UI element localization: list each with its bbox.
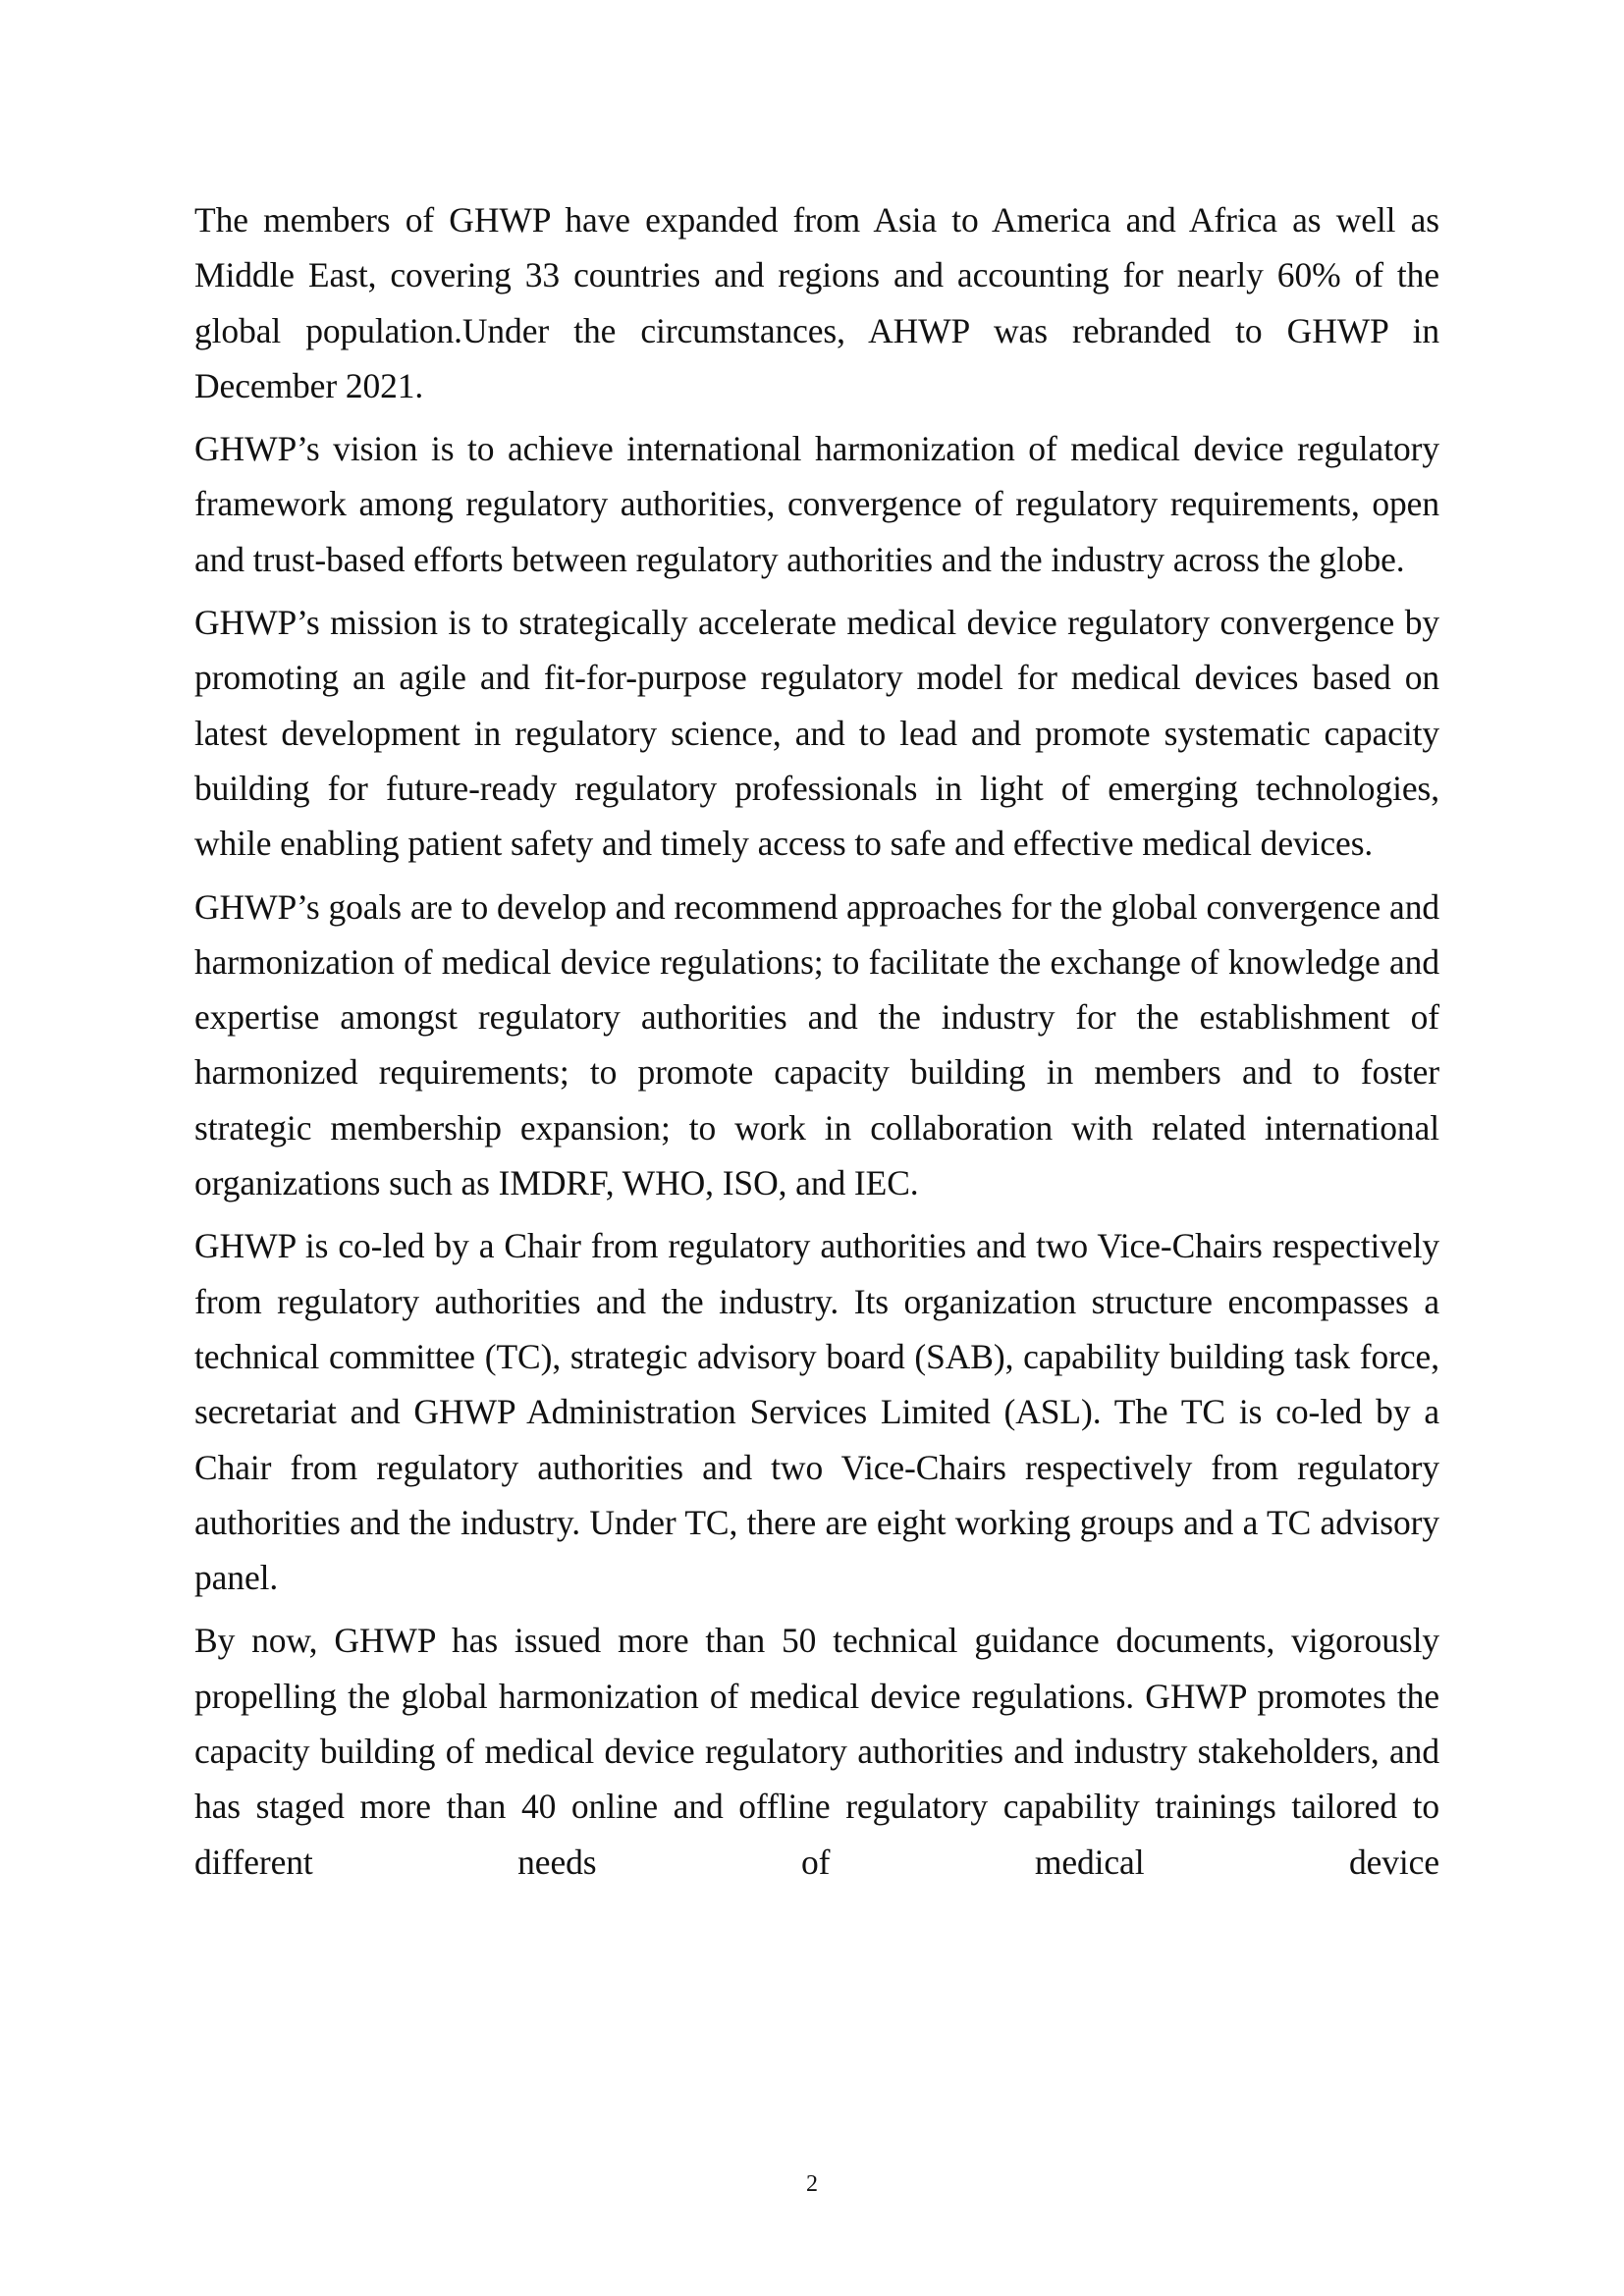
paragraph-mission: GHWP’s mission is to strategically accelerate medical device regulatory convergence by promoting an agile and fit-for-purpose regulatory model for medical devices based on latest development in regulatory science, and to lead and promote systematic capacity building for future-ready regulatory professionals in light of emerging technologies, while enabling patient safety and timely access to safe and effective medical devices. — [194, 603, 1439, 864]
paragraph-membership: The members of GHWP have expanded from Asia to America and Africa as well as Middle East, covering 33 countries and regions and accounting for nearly 60% of the global population.Under the circumstances, AHWP was rebranded to GHWP in December 2021. — [194, 200, 1439, 405]
body-text — [194, 192, 1439, 1897]
paragraph-achievements: By now, GHWP has issued more than 50 technical guidance documents, vigorously propelling the global harmonization of medical device regulations. GHWP promotes the capacity building of medical device regulatory authorities and industry stakeholders, and has staged more than 40 online and offline regulatory capability trainings tailored to different needs of medical device — [194, 1621, 1439, 1882]
page-number: 2 — [806, 2171, 818, 2197]
paragraph-vision: GHWP’s vision is to achieve international harmonization of medical device regulatory framework among regulatory authorities, convergence of regulatory requirements, open and trust-based efforts between regulatory authorities and the industry across the globe. — [194, 429, 1439, 579]
paragraph-organization: GHWP is co-led by a Chair from regulatory authorities and two Vice-Chairs respectively from regulatory authorities and the industry. Its organization structure encompasses a technical committee (TC), strategic advisory board (SAB), capability building task force, secretariat and GHWP Administration Services Limited (ASL). The TC is co-led by a Chair from regulatory authorities and two Vice-Chairs respectively from regulatory authorities and the industry. Under TC, there are eight working groups and a TC advisory panel. — [194, 1226, 1439, 1598]
paragraph-goals: GHWP’s goals are to develop and recommend approaches for the global convergence and harmonization of medical device regulations; to facilitate the exchange of knowledge and expertise amongst regulatory authorities and the industry for the establishment of harmonized requirements; to promote capacity building in members and to foster strategic membership expansion; to work in collaboration with related international organizations such as IMDRF, WHO, ISO, and IEC. — [194, 886, 1439, 1203]
